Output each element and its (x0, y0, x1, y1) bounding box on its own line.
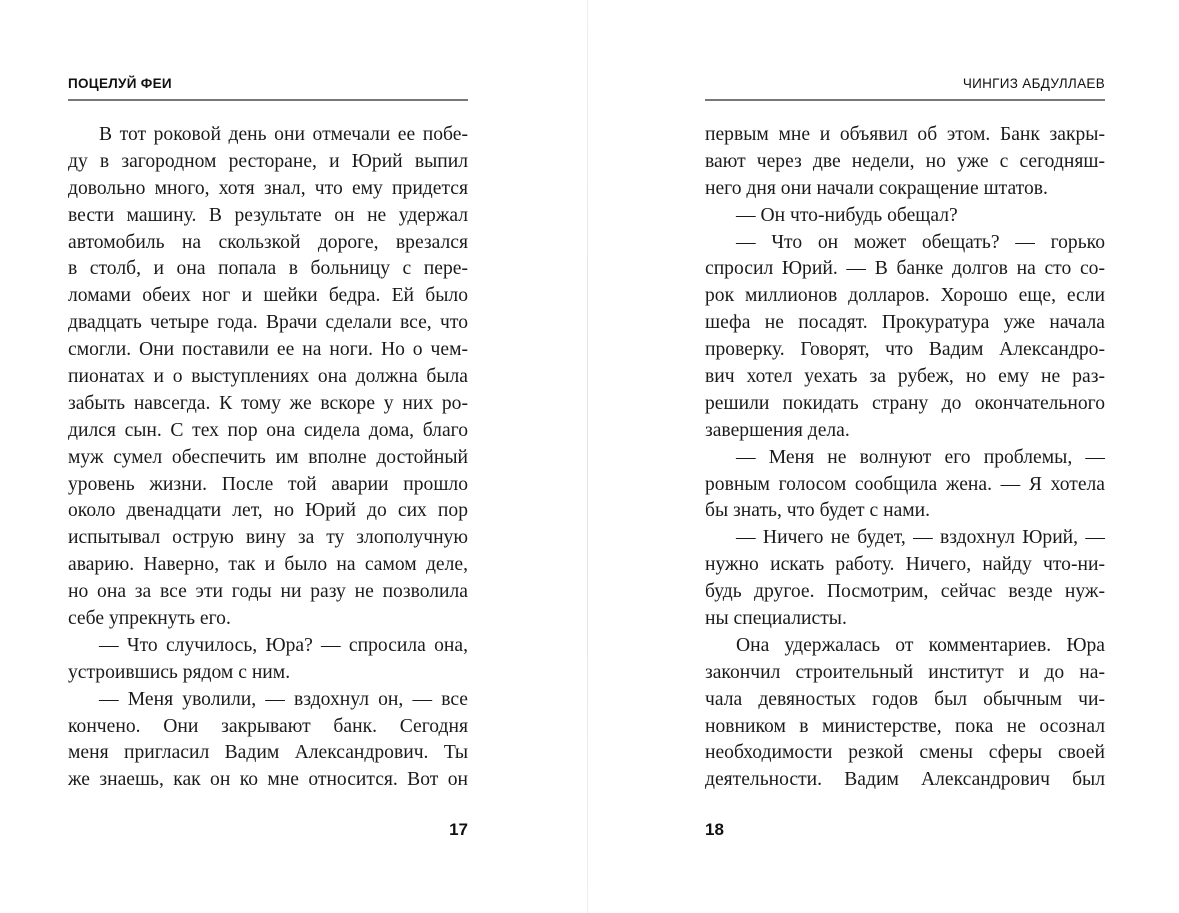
text-line: около двенадцати лет, но Юрий до сих пор (68, 500, 468, 522)
text-line: — Меня уволили, — вздохнул он, — все (99, 688, 468, 710)
text-line: уровень жизни. После той аварии прошло (68, 473, 468, 495)
running-head-author: ЧИНГИЗ АБДУЛЛАЕВ (962, 76, 1105, 91)
header-rule (68, 99, 468, 101)
book-spine-fold (587, 0, 588, 913)
text-line: закончил строительный институт и до на- (705, 661, 1105, 683)
text-line: новником в министерстве, пока не осознал (705, 715, 1105, 737)
body-text (705, 122, 1105, 794)
text-line: — Ничего не будет, — вздохнул Юрий, — (736, 527, 1105, 549)
text-line: в столб, и она попала в больницу с пере- (68, 258, 468, 280)
text-line: первым мне и объявил об этом. Банк закры- (705, 124, 1105, 145)
text-line: смогли. Они поставили ее на ноги. Но о чем- (68, 339, 468, 361)
text-line: В тот роковой день они отмечали ее побе- (99, 124, 468, 145)
text-line: дился сын. С тех пор она сидела дома, благо (68, 419, 468, 441)
text-line: него дня они начали сокращение штатов. (705, 177, 1048, 199)
text-line: решили покидать страну до окончательного (705, 392, 1105, 414)
text-line: себе упрекнуть его. (68, 608, 231, 630)
text-line: ду в загородном ресторане, и Юрий выпил (68, 150, 468, 172)
text-line: проверку. Говорят, что Вадим Александро- (705, 339, 1105, 361)
text-line: испытывал острую вину за ту злополучную (68, 527, 468, 549)
text-line: аварию. Наверно, так и было на самом деле, (68, 554, 468, 576)
running-head-title: ПОЦЕЛУЙ ФЕИ (68, 76, 172, 91)
text-line: спросил Юрий. — В банке долгов на сто со- (705, 258, 1105, 280)
text-line: двадцать четыре года. Врачи сделали все, что (68, 312, 468, 334)
text-line: автомобиль на скользкой дороге, врезался (68, 231, 468, 253)
text-line: довольно много, хотя знал, что ему придется (68, 177, 468, 199)
text-line: но она за все эти годы ни разу не позволила (68, 581, 468, 603)
body-text (68, 122, 468, 794)
text-line: меня пригласил Вадим Александрович. Ты (68, 742, 468, 764)
text-line: шефа не посадят. Прокуратура уже начала (705, 312, 1105, 334)
text-line: Она удержалась от комментариев. Юра (736, 634, 1105, 656)
text-line: рок миллионов долларов. Хорошо еще, если (705, 285, 1105, 307)
text-line: ровным голосом сообщила жена. — Я хотела (705, 473, 1105, 495)
text-line: нужно искать работу. Ничего, найду что-ни- (705, 554, 1105, 576)
header-rule (705, 99, 1105, 101)
text-line: муж сумел обеспечить им вполне достойный (68, 446, 468, 468)
text-line: завершения дела. (705, 419, 850, 441)
text-line: — Что он может обещать? — горько (736, 231, 1105, 253)
text-line: — Меня не волнуют его проблемы, — (736, 446, 1105, 468)
text-line: устроившись рядом с ним. (68, 661, 291, 683)
text-line: бы знать, что будет с нами. (705, 500, 931, 522)
text-line: необходимости резкой смены сферы своей (705, 742, 1105, 764)
text-line: вести машину. В результате он не удержал (68, 204, 468, 226)
text-line: будь другое. Посмотрим, сейчас везде нуж- (705, 581, 1105, 603)
text-line: ломами обеих ног и шейки бедра. Ей было (68, 285, 468, 307)
text-line: чала девяностых годов был обычным чи- (705, 688, 1105, 710)
text-line: пионатах и о выступлениях она должна была (68, 366, 468, 388)
text-line: ны специалисты. (705, 608, 847, 630)
text-line: забыть навсегда. К тому же вскоре у них ро- (68, 392, 468, 414)
text-line: вич хотел уехать за рубеж, но ему не раз- (705, 366, 1105, 388)
text-line: кончено. Они закрывают банк. Сегодня (68, 715, 468, 737)
text-line: же знаешь, как он ко мне относится. Вот он (68, 769, 468, 791)
page-number: 17 (449, 820, 468, 839)
text-line: — Что случилось, Юра? — спросила она, (99, 634, 468, 656)
text-line: деятельности. Вадим Александрович был (705, 769, 1105, 791)
page-number: 18 (705, 820, 724, 839)
text-line: — Он что-нибудь обещал? (736, 204, 958, 226)
text-line: вают через две недели, но уже с сегодняш- (705, 150, 1105, 172)
